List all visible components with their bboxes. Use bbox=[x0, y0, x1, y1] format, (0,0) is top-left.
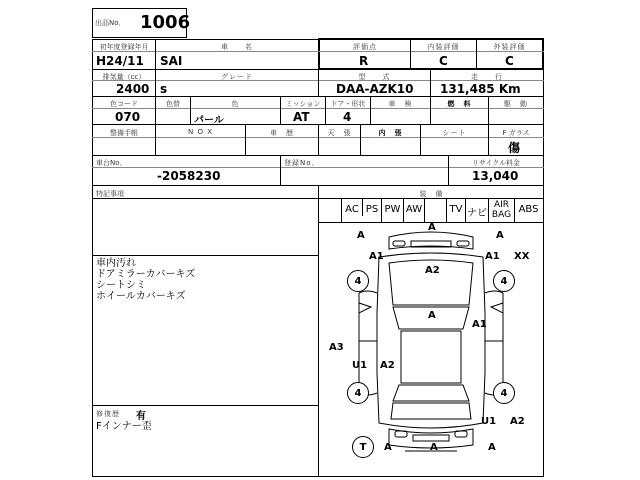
remark-line: シートシミ bbox=[96, 280, 146, 291]
fuel-label: 燃 料 bbox=[447, 100, 472, 108]
interior-label: 内装評価 bbox=[427, 43, 460, 51]
chassis-label: 車台No． bbox=[96, 159, 127, 167]
mark-roof: A bbox=[428, 310, 436, 321]
equip-blank bbox=[425, 199, 447, 222]
mark-u1-right: U1 bbox=[481, 416, 497, 427]
remarks-label: 特記事項 bbox=[96, 190, 124, 198]
nox-label: N O X bbox=[188, 128, 213, 136]
type-label: 型 式 bbox=[358, 73, 391, 81]
mark-front-right: A bbox=[496, 230, 504, 241]
drive-label: 駆 動 bbox=[504, 100, 528, 108]
h-rule bbox=[92, 405, 318, 406]
manual-label: 整備手帳 bbox=[110, 129, 138, 137]
exterior-value: C bbox=[505, 54, 514, 68]
recycle-label: リサイクル料金 bbox=[471, 159, 521, 167]
tire-front-right: 4 bbox=[493, 270, 515, 292]
doors-label: ドア・形状 bbox=[330, 100, 366, 108]
displacement-label: 排気量（cc） bbox=[102, 73, 146, 81]
inspection-label: 車 検 bbox=[388, 100, 413, 108]
seat-label: シート bbox=[442, 129, 467, 137]
score-value: R bbox=[359, 54, 369, 68]
type-value: DAA-AZK10 bbox=[336, 82, 414, 96]
history-label: 車 歴 bbox=[270, 129, 294, 137]
mission-value: AT bbox=[293, 110, 310, 124]
mark-a2-rear-left: A2 bbox=[380, 360, 395, 371]
model-name-label: 車 名 bbox=[221, 43, 253, 51]
registration-label: 登録No． bbox=[284, 159, 320, 167]
mark-u1-left: U1 bbox=[352, 360, 368, 371]
repair-value: 有 bbox=[136, 411, 146, 422]
score-label: 評価点 bbox=[353, 43, 377, 51]
spare-tire: T bbox=[352, 436, 374, 458]
repair-label: 修復歴 bbox=[96, 410, 120, 418]
remark-line: ホイールカバーキズ bbox=[96, 291, 186, 302]
lot-label: 出品No． bbox=[95, 19, 126, 27]
mission-label: ミッション bbox=[285, 100, 321, 108]
mileage-value: 131,485 Km bbox=[440, 82, 521, 96]
mark-a1-left: A1 bbox=[369, 251, 384, 262]
recycle-value: 13,040 bbox=[472, 169, 519, 183]
repair-note: Fインナー歪 bbox=[96, 421, 152, 432]
v-rule bbox=[280, 156, 281, 186]
equip-navi: ナビ bbox=[466, 199, 489, 222]
grade-value: s bbox=[160, 82, 168, 96]
mark-a2-hood: A2 bbox=[425, 265, 440, 276]
grade-label: グレード bbox=[221, 73, 253, 81]
tire-rear-left: 4 bbox=[347, 382, 369, 404]
h-rule bbox=[318, 38, 544, 40]
doors-value: 4 bbox=[343, 110, 352, 124]
equipment-label: 装 備 bbox=[419, 190, 444, 198]
fglass-label: F ガラス bbox=[502, 129, 530, 137]
h-rule-thick bbox=[318, 68, 544, 70]
equip-aw: AW bbox=[404, 199, 425, 222]
mileage-label: 走 行 bbox=[471, 73, 503, 81]
mark-a2-right: A2 bbox=[510, 416, 525, 427]
equip-pw: PW bbox=[382, 199, 404, 222]
equip-tv: TV bbox=[447, 199, 466, 222]
mark-xx: XX bbox=[514, 251, 530, 262]
fglass-value: 傷 bbox=[508, 141, 521, 155]
car-diagram bbox=[319, 223, 543, 477]
color-value: パール bbox=[194, 115, 224, 126]
mark-rear-right: A bbox=[488, 442, 496, 453]
remark-line: 車内汚れ bbox=[96, 258, 136, 269]
roof-label: 天 張 bbox=[327, 129, 352, 137]
model-name-value: SAI bbox=[160, 54, 183, 68]
remark-line: ドアミラーカバーキズ bbox=[96, 269, 196, 280]
equip-ps: PS bbox=[363, 199, 382, 222]
color-label: 色 bbox=[231, 100, 240, 108]
equip-ac: AC bbox=[342, 199, 363, 216]
equip-abs: ABS bbox=[518, 204, 539, 215]
tire-front-left: 4 bbox=[347, 270, 369, 292]
mark-front-center: A bbox=[428, 222, 436, 233]
interior-value: C bbox=[439, 54, 448, 68]
color-change-label: 色替 bbox=[166, 100, 180, 108]
reg-year-label: 初年度登録年月 bbox=[99, 43, 149, 51]
mark-a3: A3 bbox=[329, 342, 344, 353]
mark-front-left: A bbox=[357, 230, 365, 241]
v-rule-thick bbox=[542, 38, 544, 70]
exterior-label: 外装評価 bbox=[493, 43, 526, 51]
mark-a1-door-right: A1 bbox=[472, 319, 487, 330]
tire-rear-right: 4 bbox=[493, 382, 515, 404]
equip-airbag: AIR BAG bbox=[489, 199, 515, 222]
reg-year-value: H24/11 bbox=[96, 54, 144, 68]
remarks-list bbox=[96, 258, 195, 302]
equipment-row bbox=[341, 199, 542, 222]
mark-a1-fender-right: A1 bbox=[485, 251, 500, 262]
chassis-value: -2058230 bbox=[157, 169, 221, 183]
lot-number: 1006 bbox=[140, 12, 191, 33]
h-rule bbox=[92, 255, 318, 256]
color-code-value: 070 bbox=[115, 110, 141, 124]
displacement-value: 2400 bbox=[116, 82, 150, 96]
interior-trim-label: 内 張 bbox=[378, 129, 403, 137]
mark-rear-center: A bbox=[430, 442, 438, 453]
mark-trunk-left: A bbox=[384, 442, 392, 453]
color-code-label: 色コード bbox=[110, 100, 138, 108]
